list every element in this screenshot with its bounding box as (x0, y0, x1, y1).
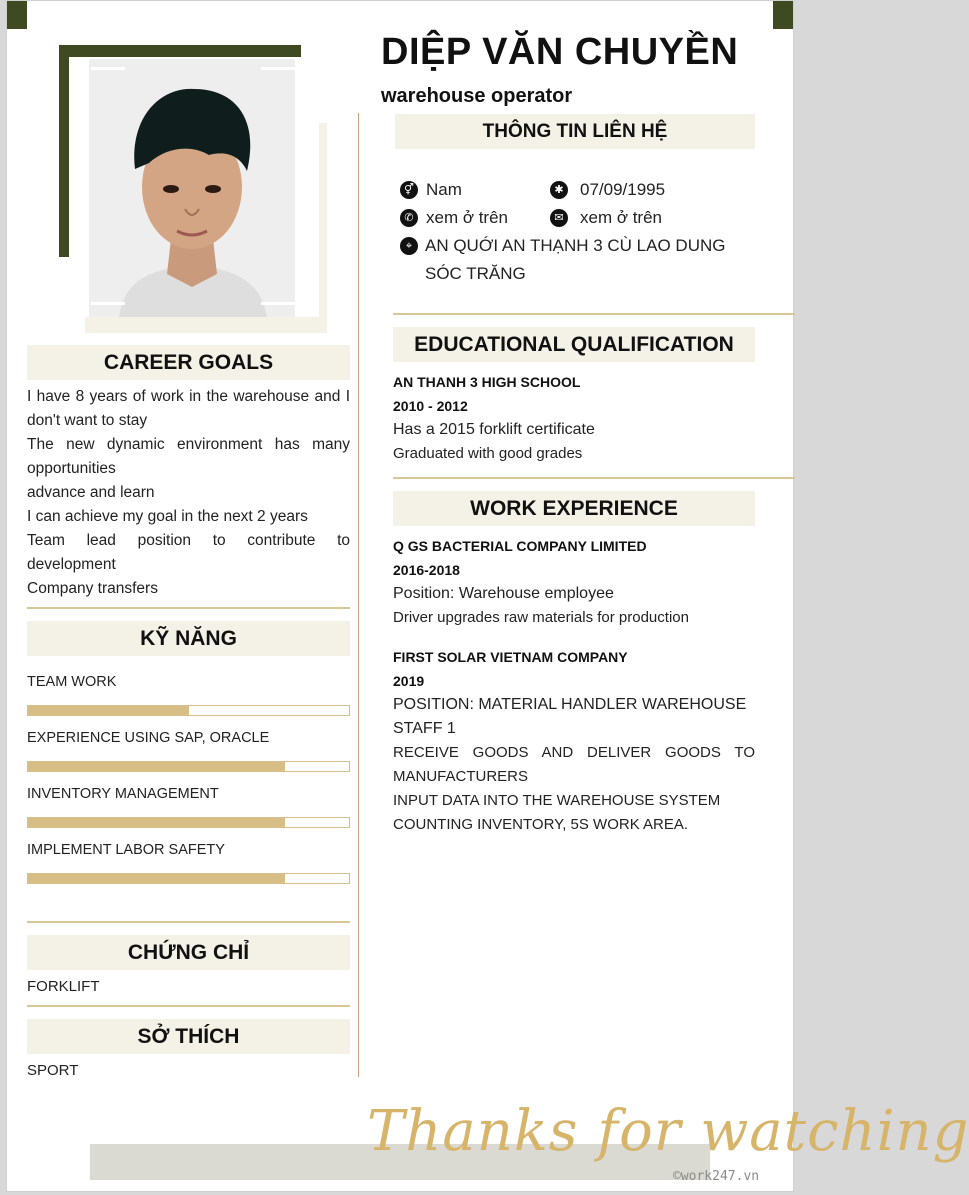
skill-label: EXPERIENCE USING SAP, ORACLE (27, 730, 270, 746)
birthday-cake-icon: ✱ (550, 181, 568, 199)
certificate-value: FORKLIFT (27, 978, 100, 995)
location-icon: ⌖ (400, 237, 418, 255)
education-years: 2010 - 2012 (393, 398, 468, 414)
thanks-text: Thanks for watching (367, 1099, 969, 1164)
phone-value: xem ở trên (426, 208, 509, 227)
career-goals-title: CAREER GOALS (27, 345, 350, 380)
education-line-1: Has a 2015 forklift certificate (393, 421, 595, 438)
skill-label: TEAM WORK (27, 674, 117, 690)
career-goal-line: The new dynamic environment has many opportunities (27, 436, 350, 477)
job-description: RECEIVE GOODS AND DELIVER GOODS TO MANUFACTURERS (393, 744, 755, 785)
candidate-role: warehouse operator (381, 85, 573, 107)
career-goal-line: I can achieve my goal in the next 2 years (27, 508, 308, 525)
column-divider (358, 113, 359, 1077)
phone-icon: ✆ (400, 209, 418, 227)
divider (27, 607, 350, 609)
skill-bar-fill (28, 818, 285, 827)
address-line-2: SÓC TRĂNG (425, 264, 526, 283)
portrait-illustration (89, 59, 295, 317)
job-company: FIRST SOLAR VIETNAM COMPANY (393, 649, 628, 665)
photo-tick (91, 302, 125, 305)
divider (393, 477, 795, 479)
skill-label: INVENTORY MANAGEMENT (27, 786, 219, 802)
career-goal-line: Company transfers (27, 580, 158, 597)
skill-bar (27, 817, 350, 828)
education-school: AN THANH 3 HIGH SCHOOL (393, 374, 581, 390)
birthday-value: 07/09/1995 (580, 180, 666, 199)
corner-decoration-left (7, 1, 27, 29)
skill-bar (27, 761, 350, 772)
email-icon: ✉ (550, 209, 568, 227)
skill-bar-fill (28, 874, 285, 883)
job-description: INPUT DATA INTO THE WAREHOUSE SYSTEM (393, 792, 721, 809)
corner-decoration-right (773, 1, 793, 29)
photo-tick (261, 302, 295, 305)
job-description: COUNTING INVENTORY, 5S WORK AREA. (393, 816, 689, 833)
job-years: 2016-2018 (393, 562, 460, 578)
profile-photo (89, 59, 295, 317)
education-title: EDUCATIONAL QUALIFICATION (393, 327, 755, 362)
career-goal-line: advance and learn (27, 484, 155, 501)
divider (27, 1005, 350, 1007)
hobby-value: SPORT (27, 1062, 79, 1079)
cv-page (6, 0, 969, 1192)
job-position: POSITION: MATERIAL HANDLER WAREHOUSE STAFF 1 (393, 696, 747, 737)
job-position: Position: Warehouse employee (393, 585, 614, 602)
skill-label: IMPLEMENT LABOR SAFETY (27, 842, 225, 858)
candidate-name: DIỆP VĂN CHUYỀN (381, 31, 739, 73)
job-company: Q GS BACTERIAL COMPANY LIMITED (393, 538, 647, 554)
job-years: 2019 (393, 673, 425, 689)
skill-bar-fill (28, 762, 285, 771)
career-goal-line: I have 8 years of work in the warehouse and I don't want to stay (27, 388, 350, 429)
hobbies-title: SỞ THÍCH (27, 1019, 350, 1054)
divider (27, 921, 350, 923)
photo-tick (91, 67, 125, 70)
job-description: Driver upgrades raw materials for production (393, 609, 689, 626)
skill-bar (27, 705, 350, 716)
gender-icon: ⚥ (400, 181, 418, 199)
work-title: WORK EXPERIENCE (393, 491, 755, 526)
email-value: xem ở trên (580, 208, 663, 227)
watermark: ©work247.vn (673, 1169, 760, 1184)
certificates-title: CHỨNG CHỈ (27, 935, 350, 970)
gender-value: Nam (426, 180, 462, 199)
divider (393, 313, 795, 315)
skill-bar (27, 873, 350, 884)
address-line-1: AN QUỚI AN THẠNH 3 CÙ LAO DUNG (425, 236, 726, 255)
contact-title: THÔNG TIN LIÊN HỆ (395, 114, 755, 149)
skill-bar-fill (28, 706, 189, 715)
skills-title: KỸ NĂNG (27, 621, 350, 656)
career-goal-line: Team lead position to contribute to development (27, 532, 350, 573)
photo-tick (261, 67, 295, 70)
education-line-2: Graduated with good grades (393, 445, 583, 462)
